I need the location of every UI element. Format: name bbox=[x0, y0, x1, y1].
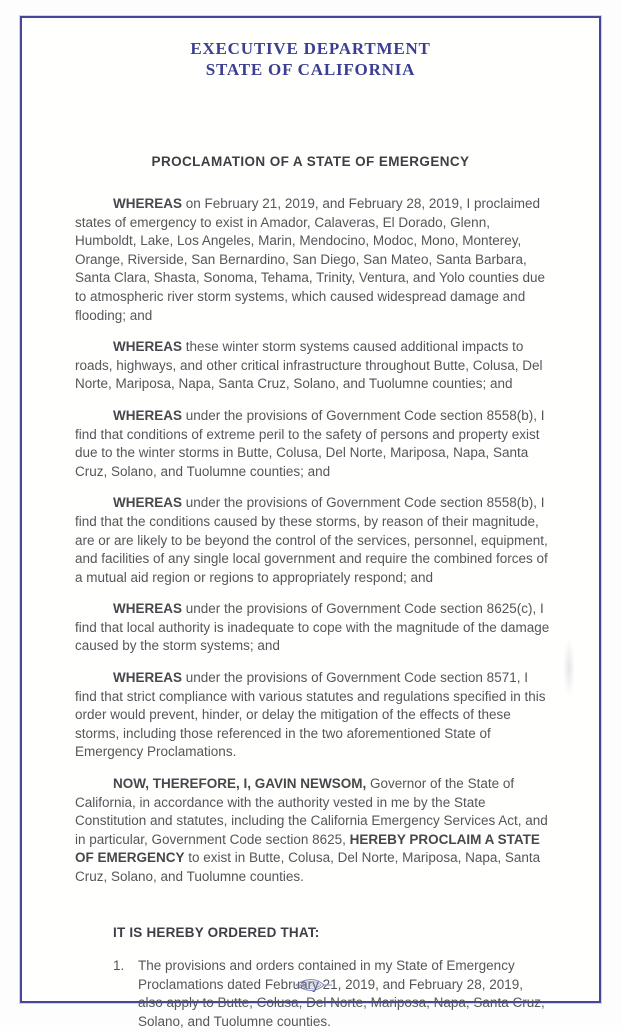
paragraph bbox=[75, 494, 551, 587]
paragraph-text-segment: to exist in Butte, Colusa, Del Norte, Mariposa, Napa, Santa Cruz, Solano, and Tuolumne counties. bbox=[75, 850, 541, 884]
printers-union-bug-icon bbox=[294, 978, 334, 992]
paragraph-bold-segment: HEREBY PROCLAIM A STATE OF EMERGENCY bbox=[75, 831, 540, 866]
document-title: PROCLAMATION OF A STATE OF EMERGENCY bbox=[151, 154, 470, 169]
paragraph bbox=[75, 775, 551, 887]
paragraph-bold-segment: WHEREAS bbox=[113, 670, 183, 686]
whereas-paragraphs bbox=[75, 195, 551, 887]
paragraph-bold-segment: WHEREAS bbox=[113, 339, 183, 355]
paragraph bbox=[75, 600, 551, 656]
ordered-item-text: The provisions and orders contained in my State of Emergency Proclamations dated February 21, 2019, and February 28, 2019, also apply to Butte, Colusa, Del Norte, Mariposa, Napa, Santa Cruz, Solano, and Tuolumne counties. bbox=[138, 958, 545, 1029]
paragraph bbox=[75, 338, 551, 394]
page-border-frame bbox=[20, 16, 601, 1029]
ordered-heading: IT IS HEREBY ORDERED THAT: bbox=[113, 924, 320, 940]
paragraph-text-segment: under the provisions of Government Code section 8558(b), I find that conditions of extreme peril to the safety of persons and property exist due to the winter storms in Butte, Colusa, Del Norte, Mariposa, Napa, Santa Cruz, Solano, and Tuolumne counties; and bbox=[75, 407, 545, 479]
paragraph-bold-segment: WHEREAS bbox=[113, 196, 183, 211]
paragraph-text-segment: Governor of the State of California, in accordance with the authority vested in me by the State Constitution and statutes, including the California Emergency Services Act, and in particular, Government Code section 8625, bbox=[75, 776, 548, 847]
letterhead-line1: EXECUTIVE DEPARTMENT bbox=[190, 39, 431, 58]
paragraph-text-segment: these winter storm systems caused additional impacts to roads, highways, and other critical infrastructure throughout Butte, Colusa, Del Norte, Mariposa, Napa, Santa Cruz, Solano, and Tuolumne counties; and bbox=[75, 339, 543, 392]
paragraph bbox=[75, 195, 551, 325]
paragraph bbox=[75, 669, 551, 762]
paragraph-bold-segment: WHEREAS bbox=[113, 407, 183, 423]
paragraph-bold-segment: WHEREAS bbox=[113, 495, 183, 511]
paragraph bbox=[75, 407, 551, 481]
ordered-item-number: 1. bbox=[113, 958, 125, 974]
ordered-list bbox=[75, 957, 551, 1031]
paragraph-text-segment: on February 21, 2019, and February 28, 2019, I proclaimed states of emergency to exist in Amador, Calaveras, El Dorado, Glenn, Humboldt, Lake, Los Angeles, Marin, Mendocino, Modoc, Mono, Monterey, Orange, Riverside, San Bernardino, San Diego, San Mateo, Santa Barbara, Santa Clara, Shasta, Sonoma, Tehama, Trinity, Ventura, and Yolo counties due to atmospheric river storm systems, which caused widespread damage and flooding; and bbox=[75, 196, 546, 323]
ordered-item bbox=[113, 957, 551, 1031]
letterhead bbox=[22, 38, 599, 80]
paragraph-text-segment: under the provisions of Government Code section 8558(b), I find that the conditions caused by these storms, by reason of their magnitude, are or are likely to be beyond the control of the services, personnel, equipment, and facilities of any single local government and require the combined forces of a mutual aid region or regions to appropriately respond; and bbox=[75, 495, 548, 585]
letterhead-line2: STATE OF CALIFORNIA bbox=[205, 60, 416, 79]
paragraph-text-segment: under the provisions of Government Code section 8625(c), I find that local authority is inadequate to cope with the magnitude of the damage caused by the storm systems; and bbox=[75, 601, 550, 654]
paragraph-bold-segment: NOW, THEREFORE, I, GAVIN NEWSOM, bbox=[113, 776, 367, 792]
paragraph-text-segment: under the provisions of Government Code section 8571, I find that strict compliance with various statutes and regulations specified in this order would prevent, hinder, or delay the mitigation of the effects of these storms, including those referenced in the two aforementioned State of Emergency Proclamations. bbox=[75, 670, 546, 760]
paragraph-bold-segment: WHEREAS bbox=[113, 601, 183, 617]
document-body bbox=[22, 195, 599, 1032]
